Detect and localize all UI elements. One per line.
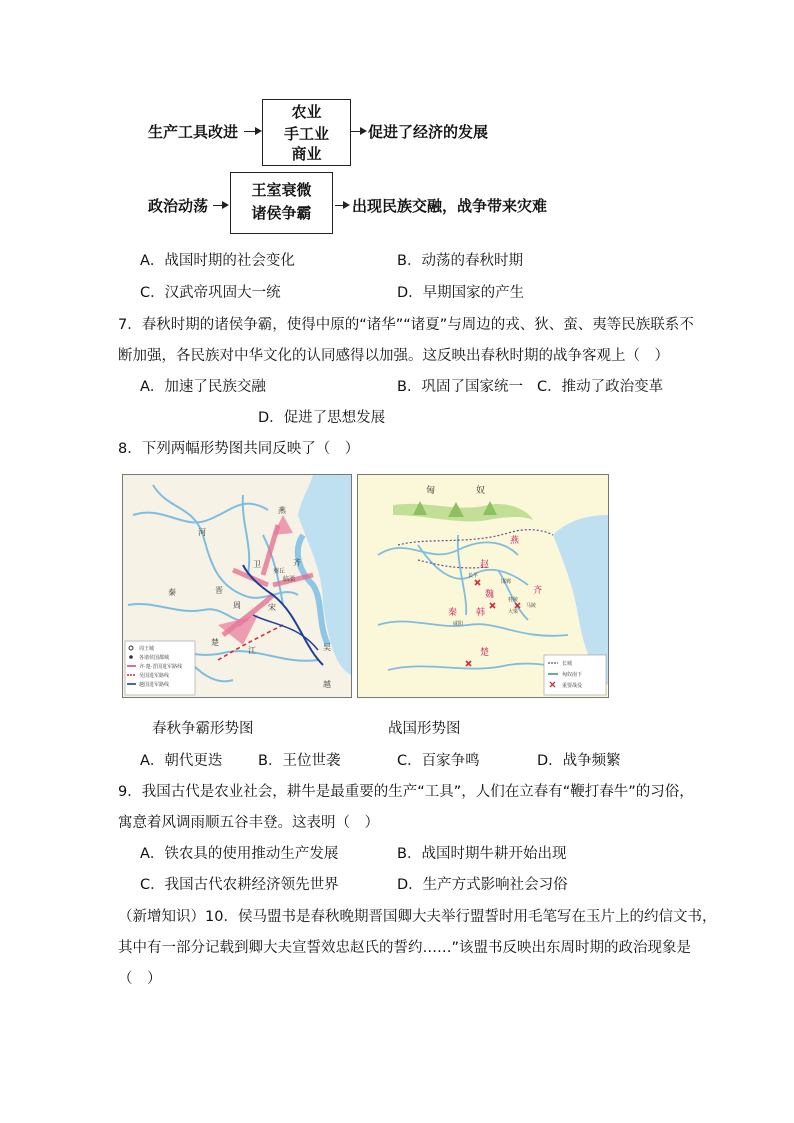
option-c: C．我国古代农耕经济领先世界 bbox=[140, 877, 339, 893]
arrow-right-icon bbox=[335, 205, 348, 206]
option-a: A．朝代更迭 bbox=[140, 753, 223, 769]
diagram-row2-right: 出现民族交融，战争带来灾难 bbox=[352, 197, 548, 215]
legend-label: 长城 bbox=[562, 661, 573, 667]
map-label: 吴 bbox=[323, 643, 331, 652]
option-b: B．战国时期牛耕开始出现 bbox=[397, 846, 567, 862]
question-10-line3: （ ） bbox=[118, 971, 162, 987]
map-label: 魏 bbox=[485, 590, 495, 600]
question-9-line2: 寓意着风调雨顺五谷丰登。这表明（ ） bbox=[118, 815, 379, 831]
map-label: 桂陵 bbox=[508, 597, 519, 603]
legend-label: 齐·楚·晋国进军路线 bbox=[139, 664, 183, 670]
question-10-line2: 其中有一部分记载到卿大夫宣誓效忠赵氏的誓约……”该盟书反映出东周时期的政治现象是 bbox=[118, 940, 692, 956]
arrow-right-icon bbox=[213, 205, 227, 206]
legend-label: 各诸侯国都城 bbox=[139, 655, 170, 661]
map-label: 周 bbox=[233, 601, 241, 610]
map-label: 燕 bbox=[278, 506, 286, 515]
option-c: C．汉武帝巩固大一统 bbox=[140, 285, 281, 301]
map-label: 赵 bbox=[480, 560, 490, 570]
box-line: 手工业 bbox=[283, 125, 329, 143]
map-label: 邯郸 bbox=[501, 579, 512, 585]
option-d: D．促进了思想发展 bbox=[258, 410, 386, 426]
map-label: 楚 bbox=[211, 638, 219, 647]
diagram-row1-left: 生产工具改进 bbox=[148, 123, 239, 141]
map-label: 齐 bbox=[533, 586, 543, 596]
map-caption: 春秋争霸形势图 bbox=[152, 721, 254, 737]
option-b: B．动荡的春秋时期 bbox=[397, 253, 523, 269]
question-9-line1: 9．我国古代是农业社会，耕牛是最重要的生产“工具”，人们在立春有“鞭打春牛”的习俗， bbox=[118, 784, 694, 800]
option-c: C．推动了政治变革 bbox=[537, 379, 664, 395]
question-7-line2: 断加强，各民族对中华文化的认同感得以加强。这反映出春秋时期的战争客观上（ ） bbox=[118, 348, 669, 364]
option-b: B．巩固了国家统一 bbox=[397, 379, 523, 395]
box-line: 王室衰微 bbox=[251, 181, 312, 199]
box-line: 商业 bbox=[291, 145, 322, 163]
map-label: 楚 bbox=[480, 648, 490, 658]
map-label: 秦 bbox=[168, 588, 176, 597]
box-line: 诸侯争霸 bbox=[251, 204, 312, 222]
legend-label: 越国进军路线 bbox=[139, 682, 170, 688]
arrow-right-icon bbox=[244, 131, 260, 132]
map-label: 宋 bbox=[268, 603, 276, 612]
map-label: 临淄 bbox=[283, 576, 296, 583]
legend-label: 周王城 bbox=[139, 646, 155, 652]
option-a: A．战国时期的社会变化 bbox=[140, 253, 295, 269]
option-d: D．战争频繁 bbox=[537, 753, 621, 769]
box-line: 农业 bbox=[291, 103, 322, 121]
option-d: D．早期国家的产生 bbox=[397, 285, 525, 301]
map-label: 越 bbox=[323, 680, 331, 689]
option-c: C．百家争鸣 bbox=[397, 753, 480, 769]
diagram-box-politics bbox=[230, 172, 333, 234]
question-10-line1: （新增知识）10．侯马盟书是春秋晚期晋国卿大夫举行盟誓时用毛笔写在玉片上的约信文书， bbox=[118, 909, 717, 925]
map-label: 河 bbox=[198, 528, 206, 537]
map-label: 卫 bbox=[253, 560, 261, 569]
spring-autumn-hegemony-map bbox=[122, 474, 352, 698]
map-label: 齐 bbox=[293, 558, 301, 567]
map-label: 晋 bbox=[215, 586, 223, 595]
map-legend bbox=[125, 641, 195, 695]
warring-states-map bbox=[357, 474, 609, 698]
diagram-box-industries bbox=[262, 99, 351, 166]
option-a: A．加速了民族交融 bbox=[140, 379, 266, 395]
map-label: 长平 bbox=[468, 573, 479, 579]
map-label: 咸阳 bbox=[453, 621, 464, 627]
option-a: A．铁农具的使用推动生产发展 bbox=[140, 846, 339, 862]
diagram-row2-left: 政治动荡 bbox=[148, 197, 209, 215]
map-label: 大梁 bbox=[508, 609, 519, 615]
legend-label: 匈奴南下 bbox=[562, 672, 583, 678]
map-label: 葵丘 bbox=[273, 568, 286, 575]
map-legend bbox=[544, 655, 606, 695]
map-label: 奴 bbox=[476, 486, 486, 496]
map-label: 江 bbox=[248, 646, 256, 655]
map-label: 马陵 bbox=[526, 603, 537, 609]
legend-label: 重要战役 bbox=[562, 683, 583, 689]
question-7-line1: 7．春秋时期的诸侯争霸，使得中原的“诸华”“诸夏”与周边的戎、狄、蛮、夷等民族联系不 bbox=[118, 317, 694, 333]
map-label: 秦 bbox=[448, 608, 458, 618]
option-d: D．生产方式影响社会习俗 bbox=[397, 877, 568, 893]
diagram-row1-right: 促进了经济的发展 bbox=[368, 123, 489, 141]
map-caption: 战国形势图 bbox=[388, 721, 461, 737]
legend-label: 吴国进军路线 bbox=[139, 673, 170, 679]
option-b: B．王位世袭 bbox=[258, 753, 341, 769]
map-label: 匈 bbox=[426, 486, 436, 496]
map-label: 韩 bbox=[476, 608, 486, 618]
map-label: 燕 bbox=[510, 536, 520, 546]
question-8-stem: 8．下列两幅形势图共同反映了（ ） bbox=[118, 441, 360, 457]
arrow-right-icon bbox=[351, 131, 365, 132]
